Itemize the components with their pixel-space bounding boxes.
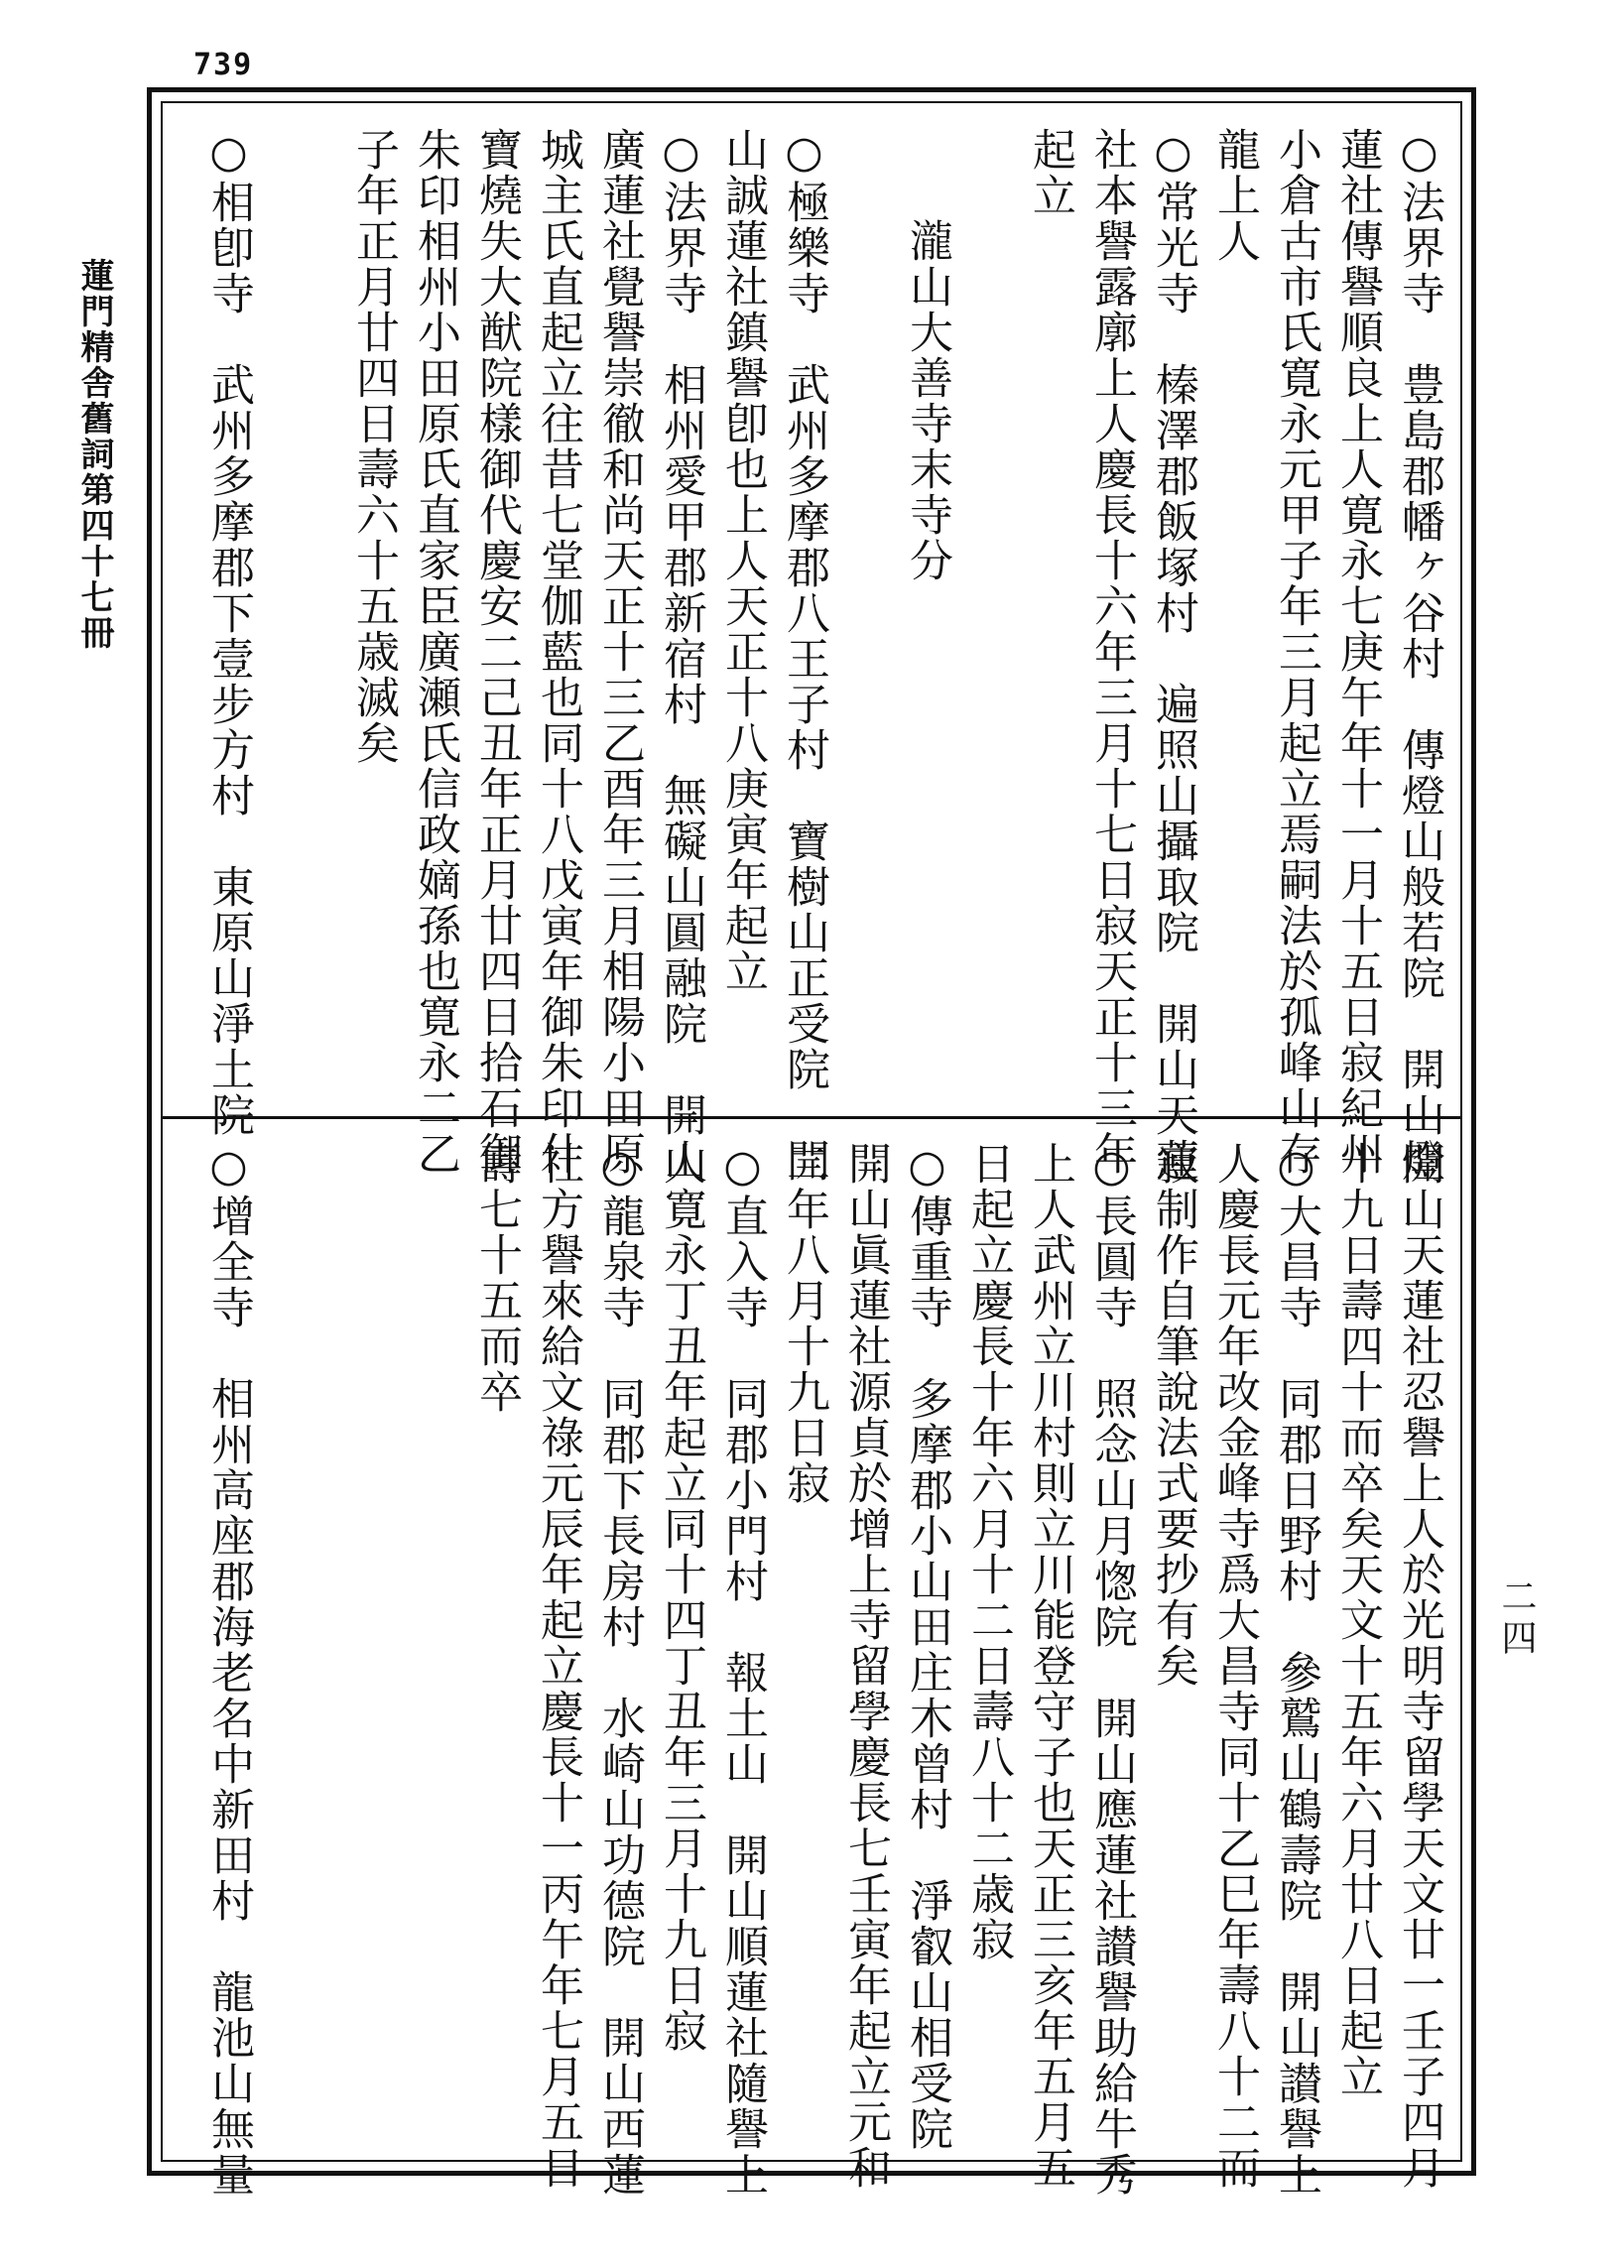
text-column: 城主氏直起立往昔七堂伽藍也同十八戊寅年御朱印什 [533,127,583,1177]
text-column: ○龍泉寺 同郡下長房村 水崎山功德院 開山西蓮 [594,1141,645,2198]
margin-page-number: 二四 [1496,1577,1537,1661]
text-column: 日起立慶長十年六月十二日壽八十二歳寂 [963,1141,1014,1962]
text-column: 壽七十五而卒 [471,1141,522,1415]
text-column: 人寛永丁丑年起立同十四丁丑年三月十九日寂 [656,1141,706,2054]
text-column: 龍上人 [1209,127,1260,264]
margin-title: 蓮門精舎舊詞第四十七冊 [74,258,114,651]
section-heading: 瀧山大善寺末寺分 [902,218,952,583]
text-column: ○直入寺 同郡小門村 報土山 開山順蓮社隨譽上 [717,1141,768,2198]
text-column: 開山眞蓮社源貞於增上寺留學慶長七壬寅年起立元和 [840,1141,891,2191]
text-column: 開山天蓮社忍譽上人於光明寺留學天文廿一壬子四月 [1394,1141,1444,2191]
text-column: 起立 [1025,127,1075,218]
text-column: ○相卽寺 武州多摩郡下壹步方村 東原山淨土院 [203,127,254,1138]
text-column: 人慶長元年改金峰寺爲大昌寺同十乙巳年壽八十二而 [1209,1141,1260,2191]
text-column: 十九日壽四十而卒矣天文十五年六月廿八日起立 [1332,1141,1383,2099]
text-column: ○長圓寺 照念山月愡院 開山應蓮社讃譽助給牛秀 [1086,1141,1137,2198]
text-column: ○極樂寺 武州多摩郡八王子村 寶樹山正受院 開 [779,127,829,1184]
text-column: 朱印相州小田原氏直家臣廣瀬氏信政嫡孫也寛永二乙 [410,127,460,1177]
text-column: 社方譽來給文祿元辰年起立慶長十一丙午年七月五日 [533,1141,583,2191]
text-column: ○法界寺 相州愛甲郡新宿村 無礙山圓融院 開山 [656,127,706,1184]
text-column: 寶燒失大猷院樣御代慶安二己丑年正月廿四日拾石御 [471,127,522,1177]
text-column: ○法界寺 豊島郡幡ヶ谷村 傳燈山般若院 開山燈 [1394,127,1444,1184]
text-column: 上人武州立川村則立川能登守子也天正三亥年五月五 [1025,1141,1075,2191]
text-column: 蓮社傳譽順良上人寛永七庚午年十一月十五日寂紀州 [1332,127,1383,1177]
page-number: 739 [193,48,254,82]
text-column: ○增全寺 相州高座郡海老名中新田村 龍池山無量 [203,1141,254,2198]
text-column: 寂制作自筆說法式要抄有矣 [1148,1141,1198,1689]
text-column: ○傳重寺 多摩郡小山田庄木曾村 淨叡山相受院 [902,1141,952,2152]
text-column: 社本譽露廓上人慶長十六年三月十七日寂天正十三年 [1086,127,1137,1177]
text-column: 二年八月十九日寂 [779,1141,829,1506]
text-column: 廣蓮社覺譽崇徹和尚天正十三乙酉年三月相陽小田原 [594,127,645,1177]
text-column: ○常光寺 榛澤郡飯塚村 遍照山攝取院 開山天蓮 [1148,127,1198,1184]
text-column: 小倉古市氏寛永元甲子年三月起立焉嗣法於孤峰山存 [1271,127,1321,1177]
text-column: 山誠蓮社鎮譽卽也上人天正十八庚寅年起立 [717,127,768,994]
text-column: ○大昌寺 同郡日野村 參鷲山鶴壽院 開山讃譽上 [1271,1141,1321,2198]
text-column: 子年正月廿四日壽六十五歳滅矣 [348,127,399,766]
